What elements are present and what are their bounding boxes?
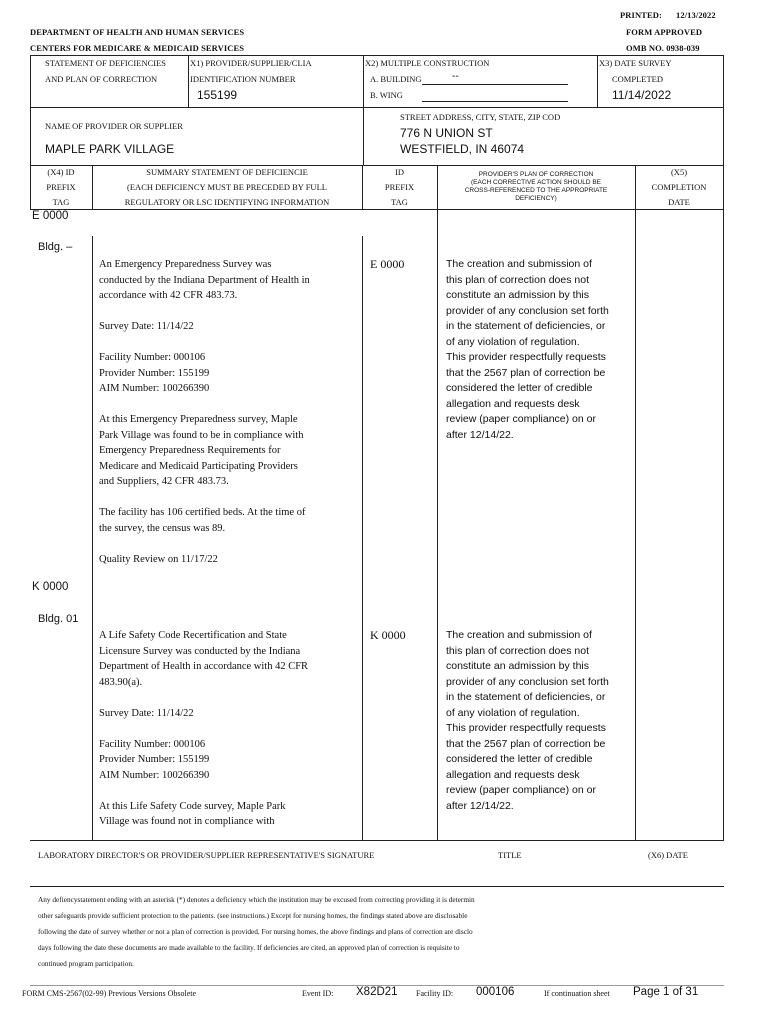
statement-label-2: AND PLAN OF CORRECTION: [45, 74, 158, 84]
summary-line: the survey, the census was 89.: [99, 522, 226, 534]
summary-line: A Life Safety Code Recertification and State: [99, 630, 287, 641]
summary-header-1: SUMMARY STATEMENT OF DEFICIENCIE: [146, 167, 308, 177]
address-line-2: WESTFIELD, IN 46074: [400, 142, 525, 156]
centers-title: CENTERS FOR MEDICARE & MEDICAID SERVICES: [30, 43, 245, 53]
summary-line: and Suppliers, 42 CFR 483.73.: [99, 476, 229, 487]
x5-header-3: DATE: [668, 197, 690, 207]
e-plan-of-correction: [446, 257, 634, 443]
disclaimer-line: other safeguards provide sufficient protection to the patients. (see instructions.) Except for nursing homes, the findings stated above are disclosable: [38, 911, 468, 920]
plan-line: after 12/14/22.: [446, 428, 514, 441]
summary-header-2: (EACH DEFICIENCY MUST BE PRECEDED BY FULL: [127, 182, 327, 192]
page-number: Page 1 of 31: [633, 986, 699, 998]
form-number: FORM CMS-2567(02-99) Previous Versions Obsolete: [22, 989, 197, 998]
summary-line: conducted by the Indiana Department of Health in: [99, 274, 310, 286]
summary-line: [99, 335, 359, 351]
plan-line: after 12/14/22.: [446, 799, 514, 812]
facility-id-value: 000106: [476, 986, 515, 998]
summary-line: AIM Number: 100266390: [99, 769, 210, 781]
building-value: --: [452, 71, 459, 82]
plan-header-4: DEFICIENCY): [515, 195, 557, 202]
summary-line: accordance with 42 CFR 483.73.: [99, 290, 238, 301]
x3-label-2: COMPLETED: [612, 74, 663, 84]
plan-header-3: CROSS-REFERENCED TO THE APPROPRIATE: [464, 187, 608, 194]
plan-line: this plan of correction does not: [446, 644, 590, 657]
e-tag: E 0000: [32, 210, 69, 222]
department-title: DEPARTMENT OF HEALTH AND HUMAN SERVICES: [30, 27, 245, 37]
disclaimer-text: [38, 892, 718, 972]
plan-line: allegation and requests desk: [446, 768, 580, 781]
summary-line: Survey Date: 11/14/22: [99, 707, 194, 719]
provider-id-value: 155199: [197, 88, 238, 102]
summary-line: Provider Number: 155199: [99, 367, 210, 379]
printed-date: 12/13/2022: [676, 10, 716, 20]
summary-line: Provider Number: 155199: [99, 754, 210, 765]
x6-date-label: (X6) DATE: [648, 850, 688, 860]
disclaimer-line: following the date of survey whether or not a plan of correction is provided. For nursing homes, the above findings and plans of correction are disclo: [38, 927, 473, 936]
x5-header-2: COMPLETION: [651, 182, 707, 192]
survey-completed-date: 11/14/2022: [612, 88, 672, 102]
address-label: STREET ADDRESS, CITY, STATE, ZIP COD: [400, 112, 561, 122]
summary-header-3: REGULATORY OR LSC IDENTIFYING INFORMATION: [124, 197, 330, 207]
summary-line: [99, 690, 359, 706]
plan-line: This provider respectfully requests: [446, 722, 606, 734]
plan-header-1: PROVIDER'S PLAN OF CORRECTION: [478, 171, 594, 178]
plan-line: in the statement of deficiencies, or: [446, 320, 606, 332]
e-id-tag: E 0000: [370, 257, 405, 271]
plan-line: review (paper compliance) on or: [446, 784, 596, 796]
plan-line: that the 2567 plan of correction be: [446, 737, 606, 750]
summary-line: AIM Number: 100266390: [99, 383, 210, 394]
plan-line: This provider respectfully requests: [446, 351, 606, 363]
summary-line: Park Village was found to be in compliance with: [99, 429, 304, 441]
x5-header-1: (X5): [670, 167, 688, 177]
id-header-1: ID: [395, 167, 404, 177]
provider-name: MAPLE PARK VILLAGE: [45, 142, 175, 156]
id-header-2: PREFIX: [384, 182, 415, 192]
signature-label: LABORATORY DIRECTOR'S OR PROVIDER/SUPPLIER REPRESENTATIVE'S SIGNATURE: [38, 850, 375, 860]
summary-line: [99, 397, 359, 413]
provider-name-label: NAME OF PROVIDER OR SUPPLIER: [45, 121, 183, 131]
x3-label-1: X3) DATE SURVEY: [599, 58, 672, 68]
building-label: A. BUILDING: [370, 74, 422, 84]
omb-number: OMB NO. 0938-039: [626, 43, 700, 53]
plan-line: considered the letter of credible: [446, 382, 593, 394]
plan-line: this plan of correction does not: [446, 273, 590, 286]
plan-line: The creation and submission of: [446, 258, 592, 270]
plan-line: of any violation of regulation.: [446, 706, 580, 719]
address-line-1: 776 N UNION ST: [400, 126, 493, 140]
summary-line: Survey Date: 11/14/22: [99, 321, 194, 332]
summary-line: At this Emergency Preparedness survey, Maple: [99, 414, 298, 425]
event-id-value: X82D21: [356, 986, 398, 998]
event-id-label: Event ID:: [302, 989, 334, 998]
x1-label-2: IDENTIFICATION NUMBER: [190, 74, 296, 84]
summary-line: Facility Number: 000106: [99, 352, 206, 363]
x4-header-3: TAG: [52, 197, 70, 207]
continuation-label: If continuation sheet: [544, 989, 610, 998]
k-id-tag: K 0000: [370, 628, 406, 642]
id-header-3: TAG: [391, 197, 408, 207]
k-summary-statement: [99, 628, 359, 830]
summary-line: Village was found not in compliance with: [99, 816, 275, 827]
plan-line: that the 2567 plan of correction be: [446, 366, 606, 379]
x1-label-1: X1) PROVIDER/SUPPLIER/CLIA: [190, 58, 312, 68]
summary-line: An Emergency Preparedness Survey was: [99, 259, 272, 270]
plan-line: allegation and requests desk: [446, 397, 580, 410]
printed-label: PRINTED:: [620, 10, 662, 20]
disclaimer-line: continued program participation.: [38, 959, 134, 968]
form-approved: FORM APPROVED: [626, 27, 703, 37]
e-bldg: Bldg. –: [38, 241, 73, 253]
summary-line: Licensure Survey was conducted by the Indiana: [99, 645, 301, 657]
wing-label: B. WING: [370, 90, 403, 100]
summary-line: [99, 304, 359, 320]
summary-line: [99, 536, 359, 552]
x4-header-2: PREFIX: [46, 182, 76, 192]
plan-line: constitute an admission by this: [446, 660, 589, 672]
facility-id-label: Facility ID:: [416, 989, 454, 998]
summary-line: [99, 721, 359, 737]
plan-header-2: (EACH CORRECTIVE ACTION SHOULD BE: [470, 179, 602, 186]
summary-line: Department of Health in accordance with 42 CFR: [99, 661, 309, 672]
k-plan-of-correction: [446, 628, 634, 814]
summary-line: Emergency Preparedness Requirements for: [99, 445, 281, 456]
plan-line: constitute an admission by this: [446, 289, 589, 301]
summary-line: At this Life Safety Code survey, Maple Park: [99, 800, 286, 812]
summary-line: [99, 783, 359, 799]
k-tag: K 0000: [32, 581, 69, 593]
disclaimer-line: Any defiencystatement ending with an asterisk (*) denotes a deficiency which the institution may be excused from correcting providing it is determin: [38, 895, 475, 904]
summary-line: The facility has 106 certified beds. At the time of: [99, 507, 306, 518]
plan-line: provider of any conclusion set forth: [446, 675, 609, 688]
summary-line: 483.90(a).: [99, 676, 143, 688]
plan-line: of any violation of regulation.: [446, 335, 580, 348]
statement-label-1: STATEMENT OF DEFICIENCIES: [45, 58, 167, 68]
plan-line: considered the letter of credible: [446, 753, 593, 765]
summary-line: Medicare and Medicaid Participating Providers: [99, 460, 298, 472]
e-summary-statement: [99, 257, 359, 567]
x4-header-1: (X4) ID: [47, 167, 75, 177]
plan-line: provider of any conclusion set forth: [446, 304, 609, 317]
summary-line: Quality Review on 11/17/22: [99, 553, 218, 565]
title-label: TITLE: [498, 850, 522, 860]
plan-line: review (paper compliance) on or: [446, 413, 596, 425]
k-bldg: Bldg. 01: [38, 613, 79, 625]
disclaimer-line: days following the date these documents are made available to the facility. If deficiencies are cited, an approved plan of correction is requisite to: [38, 943, 460, 952]
plan-line: The creation and submission of: [446, 629, 592, 641]
x2-label: X2) MULTIPLE CONSTRUCTION: [365, 58, 490, 68]
summary-line: Facility Number: 000106: [99, 738, 206, 750]
summary-line: [99, 490, 359, 506]
plan-line: in the statement of deficiencies, or: [446, 691, 606, 703]
